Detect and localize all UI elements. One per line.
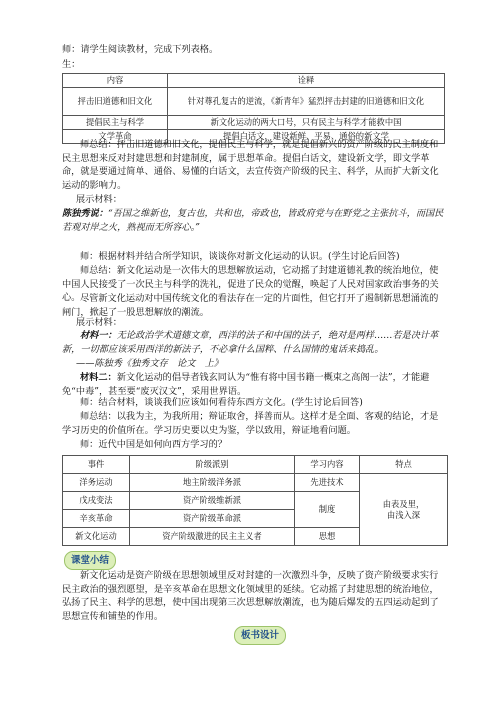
header-faction: 阶级派别: [130, 456, 295, 474]
paragraph-question-2: 师：结合材料，谈谈我们应该如何看待东西方文化。(学生讨论后回答): [80, 397, 363, 408]
cell-faction: 资产阶级革命派: [130, 510, 295, 528]
paragraph-critique: 尽管新文化运动对中国传统文化的看法存在一定的片面性，但它打开了遏制新思想涌流的闸门，掀起了一股思想解放的潮流。: [62, 293, 439, 318]
quote-text: “吾国之维新也，复古也，共和也，帝政也，皆政府党与在野党之主张抗斗，而国民若观对岸之火，熟视而无所容心。”: [62, 208, 444, 233]
row-content: 提倡民主与科学: [63, 116, 168, 130]
table-row: [63, 474, 448, 492]
material-2-text: 新文化运动的倡导者钱玄同认为“惟有将中国书籍一概束之高阁一法”，才能避免“中毒”，甚至要“废灭汉文”，采用世界语。: [62, 372, 430, 397]
quote-block: [62, 207, 446, 234]
material-1-label: 材料一：: [80, 330, 117, 341]
row-desc: 新文化运动的两大口号，只有民主与科学才能救中国: [168, 116, 445, 130]
material-1-text: 无论政治学术道德文章，西洋的法子和中国的法子，绝对是两样……若是决计革新，一切都应该采用西洋的新法子，不必拿什么国粹、什么国情的鬼话来捣乱。: [62, 330, 439, 355]
table-row: [63, 88, 445, 116]
board-design-badge: 板书设计: [234, 626, 286, 645]
paragraph-summary-1: 师总结：抨击旧道德和旧文化，提倡民主与科学，就是提倡新兴的资产阶级的民主制度和民主思想来反对封建思想和封建制度，属于思想革命。提倡白话文，建设新文学，即文学革命，就是要通过简单、通俗、易懂的白话文，去宣传资产阶级的民主、科学，从而扩大新文化运动的影响力。: [62, 139, 439, 191]
paragraph-summary-2: 师总结：新文化运动是一次伟大的思想解放运动，它动摇了封建道德礼教的统治地位，使中国人民接受了一次民主与科学的洗礼，促进了民众的觉醒，唤起了人民对国家政治事务的关心。: [62, 265, 439, 304]
cell-content: 先进技术: [295, 474, 360, 492]
table-header-row: [63, 74, 445, 88]
paragraph-question-3: 师：近代中国是如何向西方学习的？: [80, 439, 227, 450]
header-event: 事件: [63, 456, 130, 474]
cell-content: 思想: [295, 528, 360, 546]
row-content: 抨击旧道德和旧文化: [63, 88, 168, 116]
cell-event: 戊戌变法: [63, 492, 130, 510]
header-content: 学习内容: [295, 456, 360, 474]
cell-event: 辛亥革命: [63, 510, 130, 528]
cell-event: 洋务运动: [63, 474, 130, 492]
header-feature: 特点: [360, 456, 448, 474]
cell-faction: 地主阶级洋务派: [130, 474, 295, 492]
material-1: [62, 329, 446, 356]
table-header-row: [63, 456, 448, 474]
cell-event: 新文化运动: [63, 528, 130, 546]
table-row: [63, 116, 445, 130]
student-label: 生：: [62, 59, 81, 70]
cell-faction: 资产阶级激进的民主主义者: [130, 528, 295, 546]
teacher-instruction: 师：请学生阅读教材，完成下列表格。: [62, 44, 219, 55]
row-desc: 针对尊孔复古的逆流，《新青年》猛烈抨击封建的旧道德和旧文化: [168, 88, 445, 116]
cell-faction: 资产阶级维新派: [130, 492, 295, 510]
material-2-label: 材料二：: [80, 372, 117, 383]
cell-content: 制度: [295, 492, 360, 528]
material-2: [62, 371, 446, 398]
header-desc: 诠释: [168, 74, 445, 88]
class-summary-badge: 课堂小结: [64, 551, 116, 570]
western-learning-table: [62, 455, 448, 546]
content-table: [62, 73, 445, 144]
show-material-1: 展示材料：: [76, 194, 122, 205]
cell-feature: 由表及里，由浅入深: [360, 474, 448, 546]
paragraph-summary-3: 师总结：以我为主，为我所用；辩证取舍，择善而从。这样才是全面、客观的结论，才是学习历史的价值所在。学习历史要以史为鉴，学以致用，辩证地看问题。: [62, 411, 439, 436]
show-material-2: 展示材料：: [76, 317, 122, 328]
material-1-source: ——陈独秀《独秀文存 论文 上》: [76, 358, 223, 369]
row-desc: 提倡白话文，建设新鲜、平易、通俗的新文学: [168, 130, 445, 144]
header-content: 内容: [63, 74, 168, 88]
quote-author: 陈独秀说：: [62, 208, 108, 219]
paragraph-question-1: 师：根据材料并结合所学知识，谈谈你对新文化运动的认识。(学生讨论后回答): [80, 251, 400, 262]
class-summary-text: 新文化运动是资产阶级在思想领域里反对封建的一次激烈斗争，反映了资产阶级要求实行民主政治的强烈愿望，是辛亥革命在思想文化领域里的延续。它动摇了封建思想的统治地位，弘扬了民主、科学的思想，使中国出现第三次思想解放潮流，也为随后爆发的五四运动起到了思想宣传和铺垫的作用。: [62, 570, 439, 622]
row-content: 文学革命: [63, 130, 168, 144]
